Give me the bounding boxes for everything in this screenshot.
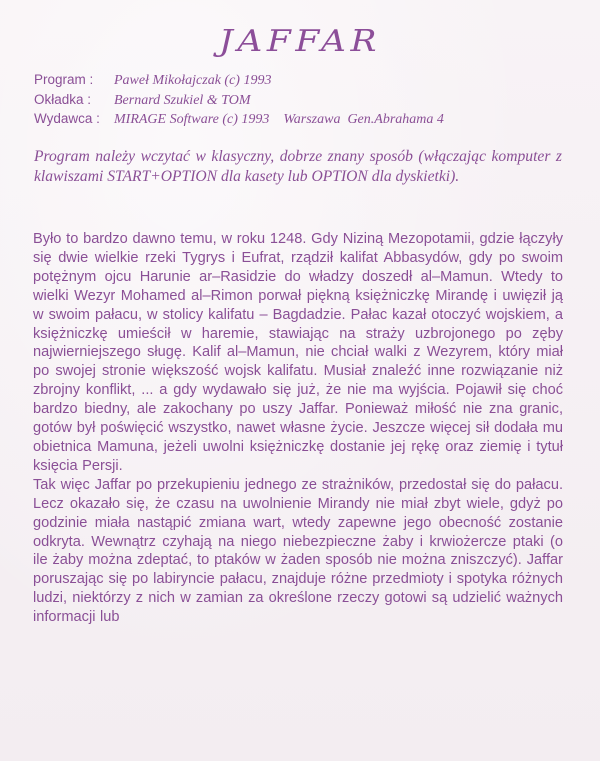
credit-row-publisher (34, 110, 574, 130)
credit-label: Okładka : (34, 91, 92, 107)
page-title: JAFFAR (218, 24, 382, 59)
credits-block (34, 71, 574, 130)
credit-value: Bernard Szukiel & TOM (114, 92, 251, 108)
credit-label: Program : (34, 72, 94, 87)
credit-value: Paweł Mikołajczak (c) 1993 (114, 73, 272, 88)
loading-instructions: Program należy wczytać w klasyczny, dobrze znany sposób (włączając komputer z klawiszami START+OPTION dla kasety lub OPTION dla dyskietki). (34, 148, 562, 185)
credit-label: Wydawca : (34, 111, 100, 126)
credit-row-cover (34, 91, 574, 111)
story-text (33, 230, 563, 627)
credit-value: MIRAGE Software (c) 1993 Warszawa Gen.Abrahama 4 (114, 112, 444, 127)
story-paragraph: Tak więc Jaffar po przekupieniu jednego ze strażników, przedostał się do pałacu. Lecz okazało się, że czasu na uwolnienie Mirandy nie miał zbyt wiele, gdyż po godzinie miała nastąpić zmiana wart, wtedy zapewne jego obecność zostanie odkryta. Wewnątrz czyhają na niego niebezpieczne żaby i krwiożercze ptaki (o ile żaby można zdeptać, to ptaków w żaden sposób nie można zniszczyć). Jaffar poruszając się po labiryncie pałacu, znajduje różne przedmioty i spotyka różnych ludzi, niektórzy z nich w zamian za określone rzeczy gotowi są udzielić ważnych informacji lub (33, 476, 563, 626)
story-paragraph: Było to bardzo dawno temu, w roku 1248. Gdy Niziną Mezopotamii, gdzie łączyły się dwie wielkie rzeki Tygrys i Eufrat, rządził kalifat Abbasydów, gdy po swoim potężnym ojcu Harunie ar–Rasidzie do władzy doszedł al–Mamun. Wtedy to wielki Wezyr Mohamed al–Rimon porwał piękną księżniczkę Mirandę i uwięził ją w swoim pałacu, w stolicy kalifatu – Bagdadzie. Pałac kazał otoczyć wojskiem, a księżniczkę umieścił w haremie, stawiając na straży uzbrojonego po zęby najwierniejszego sługę. Kalif al–Mamun, nie chciał walki z Wezyrem, który miał po swojej stronie większość wojsk kalifatu. Musiał znaleźć inne rozwiązanie niż zbrojny konflikt, ... a gdy wydawało się już, że nie ma wyjścia. Pojawił się choć bardzo biedny, ale zakochany po uszy Jaffar. Ponieważ miłość nie zna granic, gotów był poświęcić wszystko, nawet własne życie. Jeszcze więcej sił dodała mu obietnica Mamuna, jeżeli uwolni księżniczkę dostanie jej rękę oraz ziemię i tytuł księcia Persji. (33, 231, 563, 474)
credit-row-program (34, 71, 574, 91)
